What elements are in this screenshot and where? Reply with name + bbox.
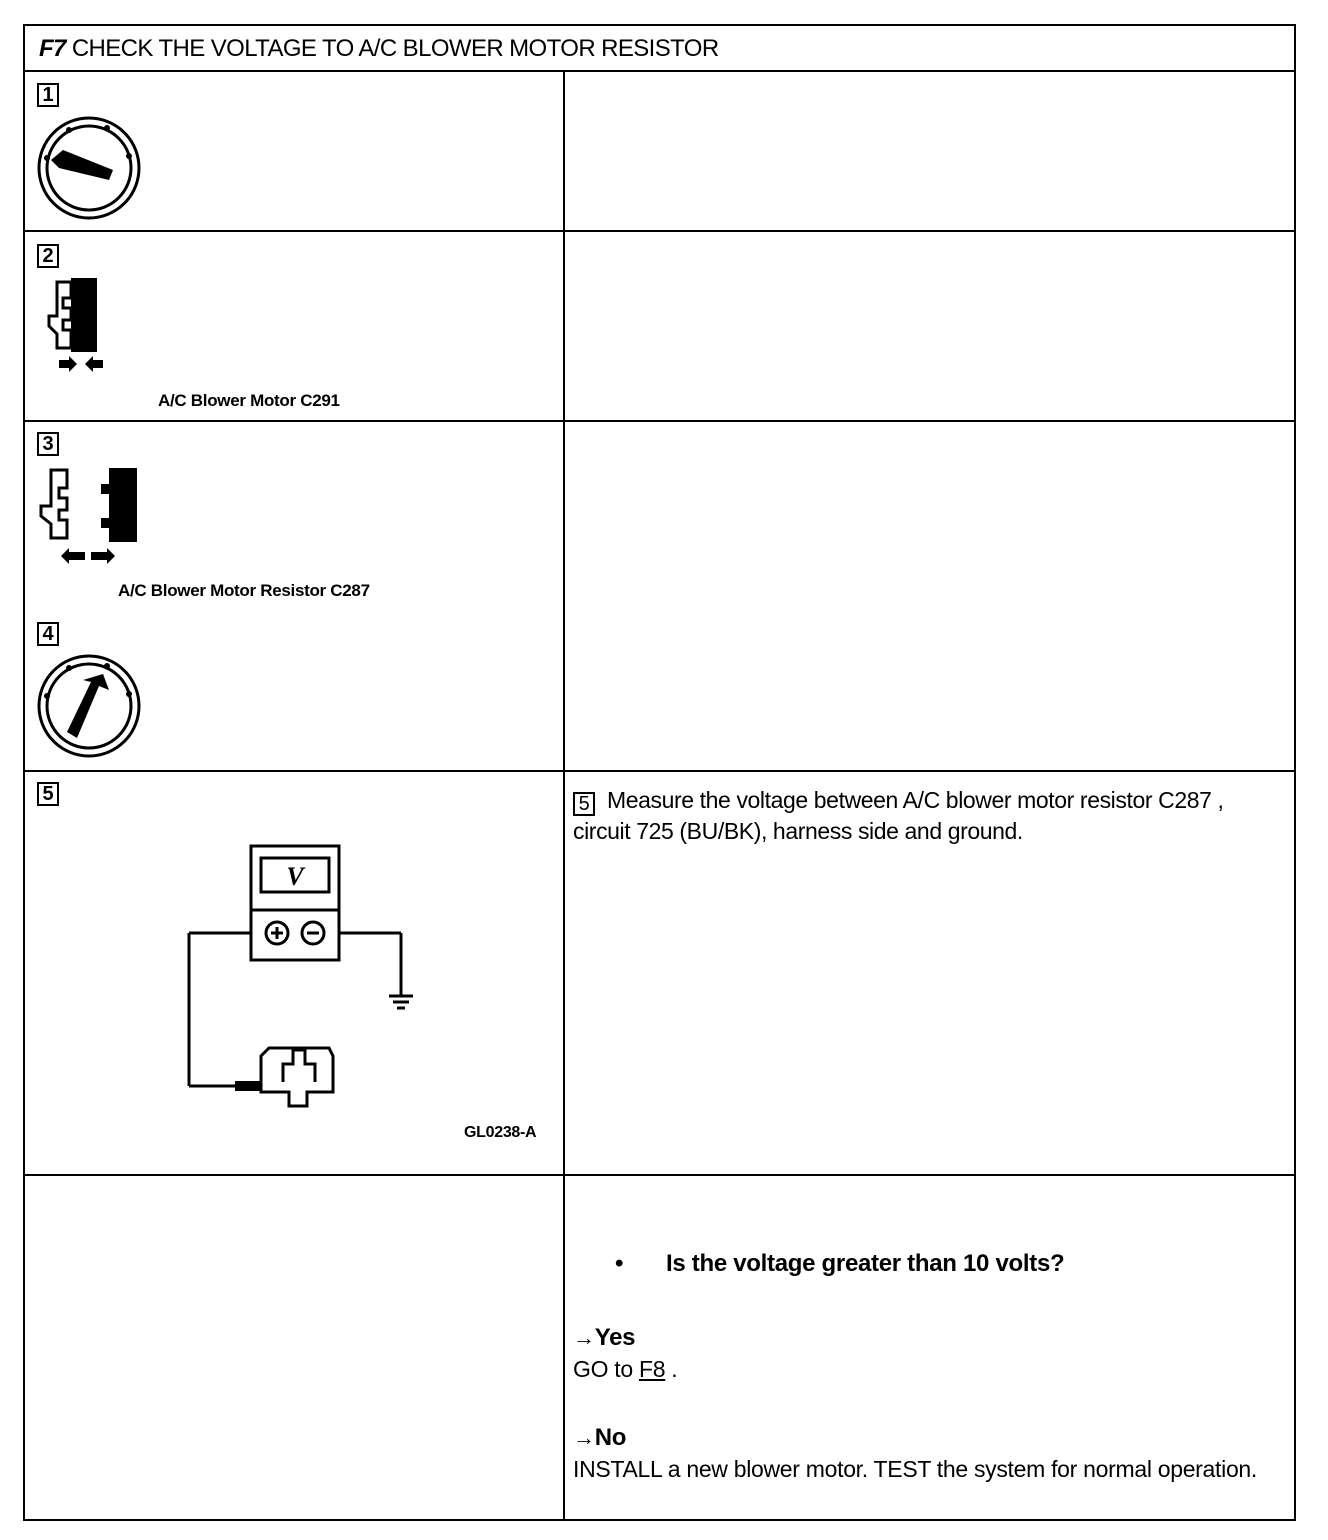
row-divider — [25, 1174, 1294, 1176]
figure-code: GL0238-A — [464, 1124, 537, 1141]
go-to-suffix: . — [671, 1356, 678, 1382]
answer-yes-heading — [573, 1322, 635, 1353]
step-number-4: 4 — [37, 622, 59, 646]
instruction-body: Measure the voltage between A/C blower motor resistor C287 , circuit 725 (BU/BK), harness side and ground. — [573, 787, 1224, 844]
title-text: CHECK THE VOLTAGE TO A/C BLOWER MOTOR RESISTOR — [71, 35, 719, 62]
step-number-5: 5 — [37, 782, 59, 806]
instruction-text — [573, 785, 1283, 846]
page-title — [39, 35, 719, 63]
answer-no-action: INSTALL a new blower motor. TEST the system for normal operation. — [573, 1456, 1258, 1482]
answer-yes-label: Yes — [594, 1324, 636, 1351]
column-divider — [563, 72, 565, 1521]
answer-no-heading — [573, 1422, 626, 1453]
question-text: Is the voltage greater than 10 volts? — [666, 1250, 1065, 1277]
instruction-step-number: 5 — [573, 792, 595, 816]
connector-connected-icon — [43, 276, 123, 376]
step-number-3: 3 — [37, 432, 59, 456]
link-f8[interactable]: F8 — [638, 1356, 666, 1382]
test-step-table — [23, 24, 1296, 1521]
no-arrow-icon: → — [573, 1425, 595, 1450]
question-bullet: • — [615, 1250, 624, 1277]
answer-no-label: No — [594, 1424, 627, 1451]
ignition-off-icon — [37, 116, 141, 220]
yes-arrow-icon: → — [573, 1325, 595, 1350]
step-number-1: 1 — [37, 83, 59, 107]
answer-yes-action — [573, 1354, 677, 1384]
meter-label-v: V — [286, 862, 304, 891]
row-divider — [25, 70, 1294, 72]
step-id: F7 — [39, 35, 66, 62]
go-to-prefix: GO to — [573, 1356, 633, 1382]
row-divider — [25, 420, 1294, 422]
connector-caption-c287: A/C Blower Motor Resistor C287 — [118, 581, 370, 600]
row-divider — [25, 770, 1294, 772]
connector-disconnected-icon — [33, 466, 153, 576]
connector-caption-c291: A/C Blower Motor C291 — [158, 391, 340, 410]
step-number-2: 2 — [37, 244, 59, 268]
ignition-on-icon — [37, 654, 141, 758]
row-divider — [25, 230, 1294, 232]
